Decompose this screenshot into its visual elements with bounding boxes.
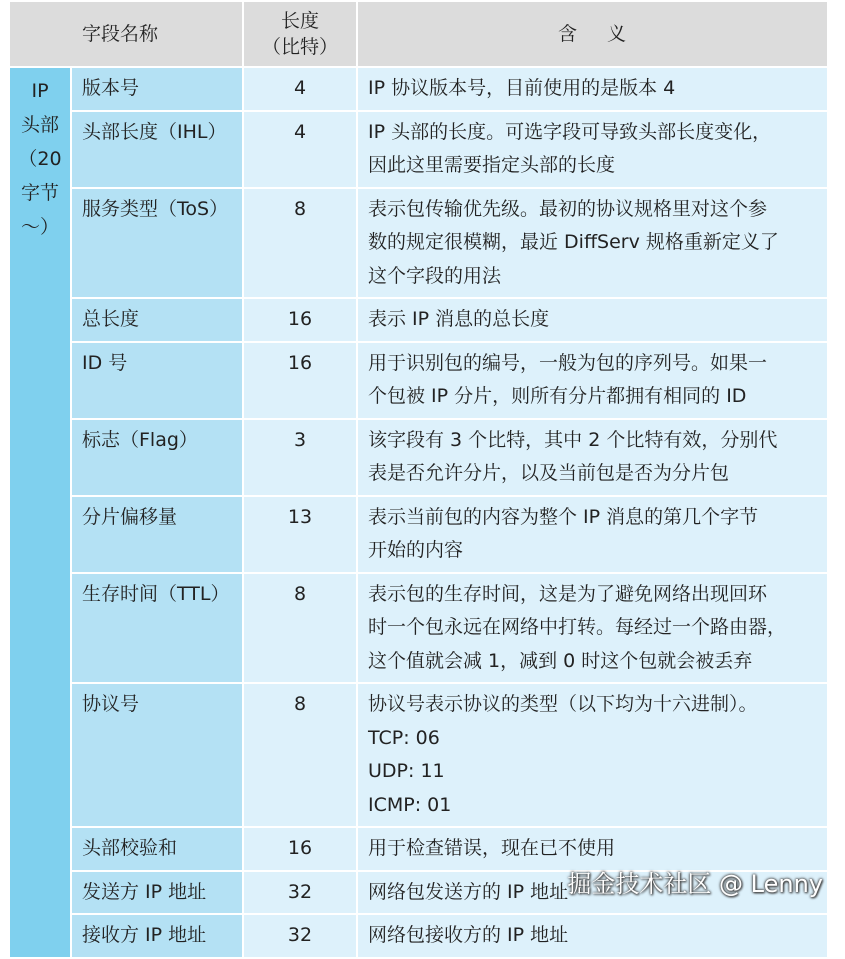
description-line: 表示包的生存时间，这是为了避免网络出现回环 (368, 582, 768, 605)
field-length-cell: 4 (244, 112, 356, 187)
group-label-line: ～） (20, 216, 59, 238)
description-line: 因此这里需要指定头部的长度 (368, 154, 616, 176)
description-line: IP 协议版本号，目前使用的是版本 4 (368, 77, 676, 99)
ip-header-group-label (10, 68, 70, 957)
field-name-cell: 生存时间（TTL） (72, 574, 242, 683)
table-row (10, 497, 827, 572)
description-line: 时一个包永远在网络中打转。每经过一个路由器， (368, 616, 787, 638)
group-label-line: 头部 (20, 114, 59, 136)
description-line: 开始的内容 (368, 539, 464, 561)
table-body (10, 68, 827, 957)
field-name-cell: 版本号 (72, 68, 242, 110)
field-length-cell: 8 (244, 684, 356, 826)
field-length-cell: 16 (244, 299, 356, 341)
field-description-cell (358, 420, 827, 495)
table-row (10, 343, 827, 418)
description-line: 协议号表示协议的类型（以下均为十六进制）。 (368, 693, 758, 715)
description-line: 表示包传输优先级。最初的协议规格里对这个参 (368, 197, 768, 220)
group-label-line: IP (31, 80, 49, 102)
field-name-cell: 发送方 IP 地址 (72, 872, 242, 914)
table-row (10, 684, 827, 826)
header-length-line1: 长度 (281, 10, 320, 32)
field-description-cell (358, 112, 827, 187)
group-label-line: （20 (18, 148, 62, 170)
field-length-cell: 32 (244, 872, 356, 914)
field-length-cell: 4 (244, 68, 356, 110)
field-name-cell: 分片偏移量 (72, 497, 242, 572)
description-line: 用于检查错误，现在已不使用 (368, 837, 616, 859)
field-description-cell (358, 189, 827, 298)
field-name-cell: 标志（Flag） (72, 420, 242, 495)
field-description-cell (358, 684, 827, 826)
field-name-cell: ID 号 (72, 343, 242, 418)
watermark: 掘金技术社区 @ Lenny (567, 870, 823, 898)
table-row (10, 68, 827, 110)
header-length-line2: （比特） (262, 36, 339, 58)
table-row (10, 915, 827, 957)
description-line: TCP: 06 (368, 726, 440, 749)
field-length-cell: 16 (244, 343, 356, 418)
description-line: 个包被 IP 分片，则所有分片都拥有相同的 ID (368, 385, 747, 407)
table-row (10, 112, 827, 187)
header-length (244, 2, 356, 66)
description-line: 数的规定很模糊，最近 DiffServ 规格重新定义了 (368, 231, 779, 253)
field-length-cell: 8 (244, 574, 356, 683)
description-line: 这个字段的用法 (368, 264, 502, 287)
table-row (10, 299, 827, 341)
table-row (10, 420, 827, 495)
description-line: 表示当前包的内容为整个 IP 消息的第几个字节 (368, 505, 759, 528)
description-line: IP 头部的长度。可选字段可导致头部长度变化， (368, 120, 772, 143)
field-name-cell: 头部校验和 (72, 828, 242, 870)
field-description-cell (358, 299, 827, 341)
description-line: 网络包发送方的 IP 地址 (368, 880, 569, 903)
field-description-cell (358, 915, 827, 957)
field-description-cell (358, 343, 827, 418)
table-header-row (10, 2, 827, 66)
field-length-cell: 16 (244, 828, 356, 870)
table-row (10, 574, 827, 683)
description-line: 网络包接收方的 IP 地址 (368, 924, 569, 946)
field-name-cell: 总长度 (72, 299, 242, 341)
description-line: 表示 IP 消息的总长度 (368, 308, 550, 330)
field-name-cell: 服务类型（ToS） (72, 189, 242, 298)
field-length-cell: 13 (244, 497, 356, 572)
field-name-cell: 头部长度（IHL） (72, 112, 242, 187)
description-line: 表是否允许分片，以及当前包是否为分片包 (368, 462, 730, 484)
header-field-name: 字段名称 (10, 2, 242, 66)
field-length-cell: 32 (244, 915, 356, 957)
group-label-line: 字节 (20, 182, 59, 204)
description-line: 该字段有 3 个比特，其中 2 个比特有效，分别代 (368, 428, 778, 451)
ip-header-table (8, 0, 829, 959)
description-line: UDP: 11 (368, 760, 445, 782)
field-length-cell: 8 (244, 189, 356, 298)
field-description-cell (358, 574, 827, 683)
field-name-cell: 接收方 IP 地址 (72, 915, 242, 957)
description-line: ICMP: 01 (368, 793, 452, 816)
field-description-cell (358, 497, 827, 572)
table-row (10, 189, 827, 298)
description-line: 这个值就会减 1，减到 0 时这个包就会被丢弃 (368, 649, 753, 672)
field-description-cell (358, 68, 827, 110)
field-length-cell: 3 (244, 420, 356, 495)
header-meaning: 含义 (358, 2, 827, 66)
field-name-cell: 协议号 (72, 684, 242, 826)
description-line: 用于识别包的编号，一般为包的序列号。如果一 (368, 351, 768, 374)
